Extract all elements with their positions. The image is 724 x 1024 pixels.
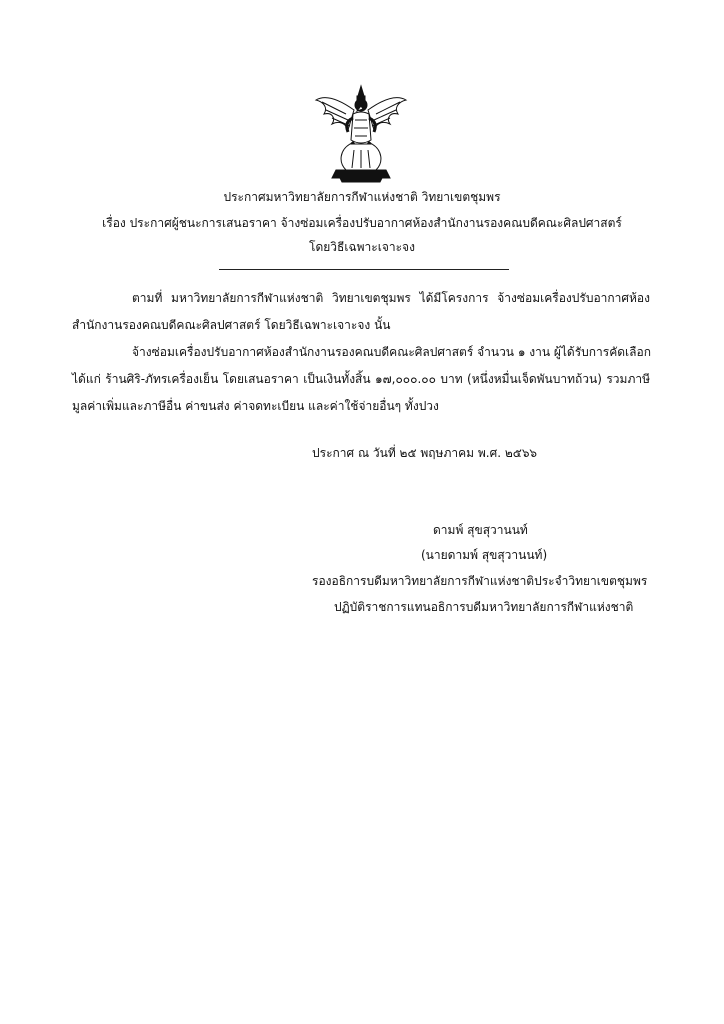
paragraph-2-line-2: ได้แก่ ร้านศิริ-ภัทรเครื่องเย็น โดยเสนอราคา เป็นเงินทั้งสิ้น ๑๗,๐๐๐.๐๐ บาท (หนึ่งหมื่นเจ็ดพันบาทถ้วน) รวมภาษี — [72, 372, 650, 386]
procurement-method: โดยวิธีเฉพาะเจาะจง — [309, 240, 415, 254]
document-subject: เรื่อง ประกาศผู้ชนะการเสนอราคา จ้างซ่อมเครื่องปรับอากาศห้องสำนักงานรองคณบดีคณะศิลปศาสตร์ — [102, 216, 622, 230]
paragraph-1-line-1: ตามที่ มหาวิทยาลัยการกีฬาแห่งชาติ วิทยาเขตชุมพร ได้มีโครงการ จ้างซ่อมเครื่องปรับอากาศห้อง — [132, 291, 650, 305]
garuda-emblem — [310, 84, 412, 184]
signer-printed-name: (นายดามพ์ สุขสุวานนท์) — [421, 548, 548, 562]
announcement-date: ประกาศ ณ วันที่ ๒๕ พฤษภาคม พ.ศ. ๒๕๖๖ — [312, 446, 538, 460]
title-divider — [219, 269, 509, 270]
signer-position: รองอธิการบดีมหาวิทยาลัยการกีฬาแห่งชาติประจำวิทยาเขตชุมพร — [312, 574, 648, 588]
paragraph-1-line-2: สำนักงานรองคณบดีคณะศิลปศาสตร์ โดยวิธีเฉพาะเจาะจง นั้น — [72, 318, 391, 332]
signer-acting-position: ปฏิบัติราชการแทนอธิการบดีมหาวิทยาลัยการกีฬาแห่งชาติ — [334, 600, 634, 614]
signer-signature-name: ดามพ์ สุขสุวานนท์ — [433, 523, 528, 537]
document-title: ประกาศมหาวิทยาลัยการกีฬาแห่งชาติ วิทยาเขตชุมพร — [223, 190, 501, 204]
paragraph-2-line-3: มูลค่าเพิ่มและภาษีอื่น ค่าขนส่ง ค่าจดทะเบียน และค่าใช้จ่ายอื่นๆ ทั้งปวง — [72, 399, 439, 413]
paragraph-2-line-1: จ้างซ่อมเครื่องปรับอากาศห้องสำนักงานรองคณบดีคณะศิลปศาสตร์ จำนวน ๑ งาน ผู้ได้รับการคัดเลือก — [132, 345, 651, 359]
